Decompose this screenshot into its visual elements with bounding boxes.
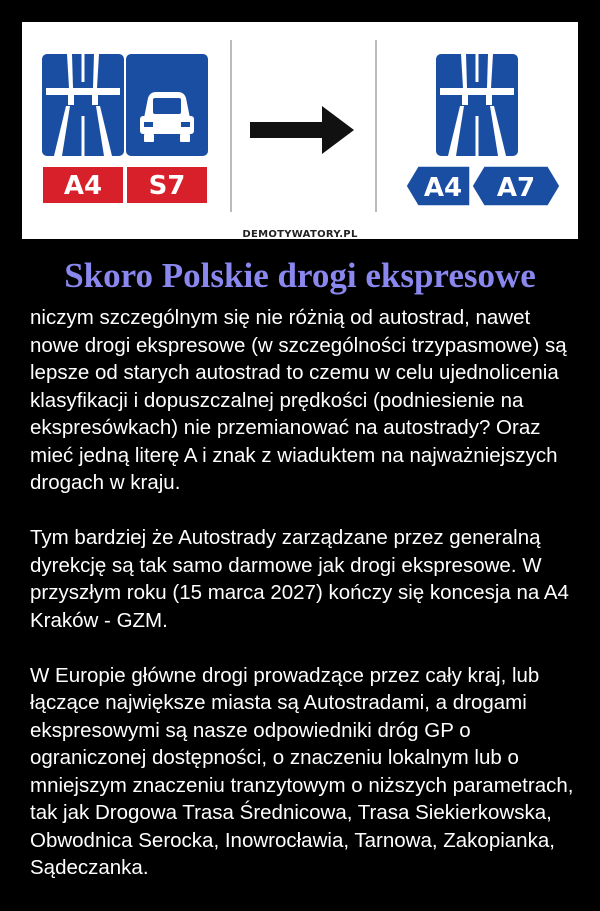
motorway-icon: [42, 54, 124, 156]
motorway-icon: [436, 54, 518, 156]
post-body: [30, 304, 575, 882]
plate-label-s7: S7: [148, 171, 186, 201]
meme-image: [22, 22, 578, 239]
car-icon: [126, 54, 208, 156]
arrow-right-icon: [250, 106, 354, 154]
paragraph: Tym bardziej że Autostrady zarządzane przez generalną dyrekcję są tak samo darmowe jak drogi ekspresowe. W przyszłym roku (15 marca 2027) kończy się koncesja na A4 Kraków - GZM.: [30, 526, 569, 632]
plate-label-a7: A7: [496, 173, 536, 203]
paragraph: W Europie główne drogi prowadzące przez cały kraj, lub łączące największe miasta są Autostradami, a drogami ekspresowymi są nasze odpowiedniki dróg GP o ograniczonej dostępności, o znaczeniu lokalnym lub o mniejszym znaczeniu tranzytowym o niższych parametrach, tak jak Drogowa Trasa Średnicowa, Trasa Siekierkowska, Obwodnica Serocka, Inowrocławia, Tarnowa, Zakopianka, Sądeczanka.: [30, 663, 574, 879]
plate-label-a4-right: A4: [423, 173, 463, 203]
plate-label-a4-left: A4: [63, 171, 103, 201]
road-signs-illustration: [22, 22, 578, 239]
paragraph: niczym szczególnym się nie różnią od autostrad, nawet nowe drogi ekspresowe (w szczególności trzypasmowe) są lepsze od starych autostrad to czemu w celu ujednolicenia klasyfikacji i dopuszczalnej prędkości (podniesienie na ekspresówkach) nie przemianować na autostrady? Oraz mieć jedną literę A i znak z wiaduktem na najważniejszych drogach w kraju.: [30, 306, 567, 494]
watermark: DEMOTYWATORY.PL: [242, 229, 358, 240]
post-title: Skoro Polskie drogi ekspresowe: [64, 256, 536, 295]
